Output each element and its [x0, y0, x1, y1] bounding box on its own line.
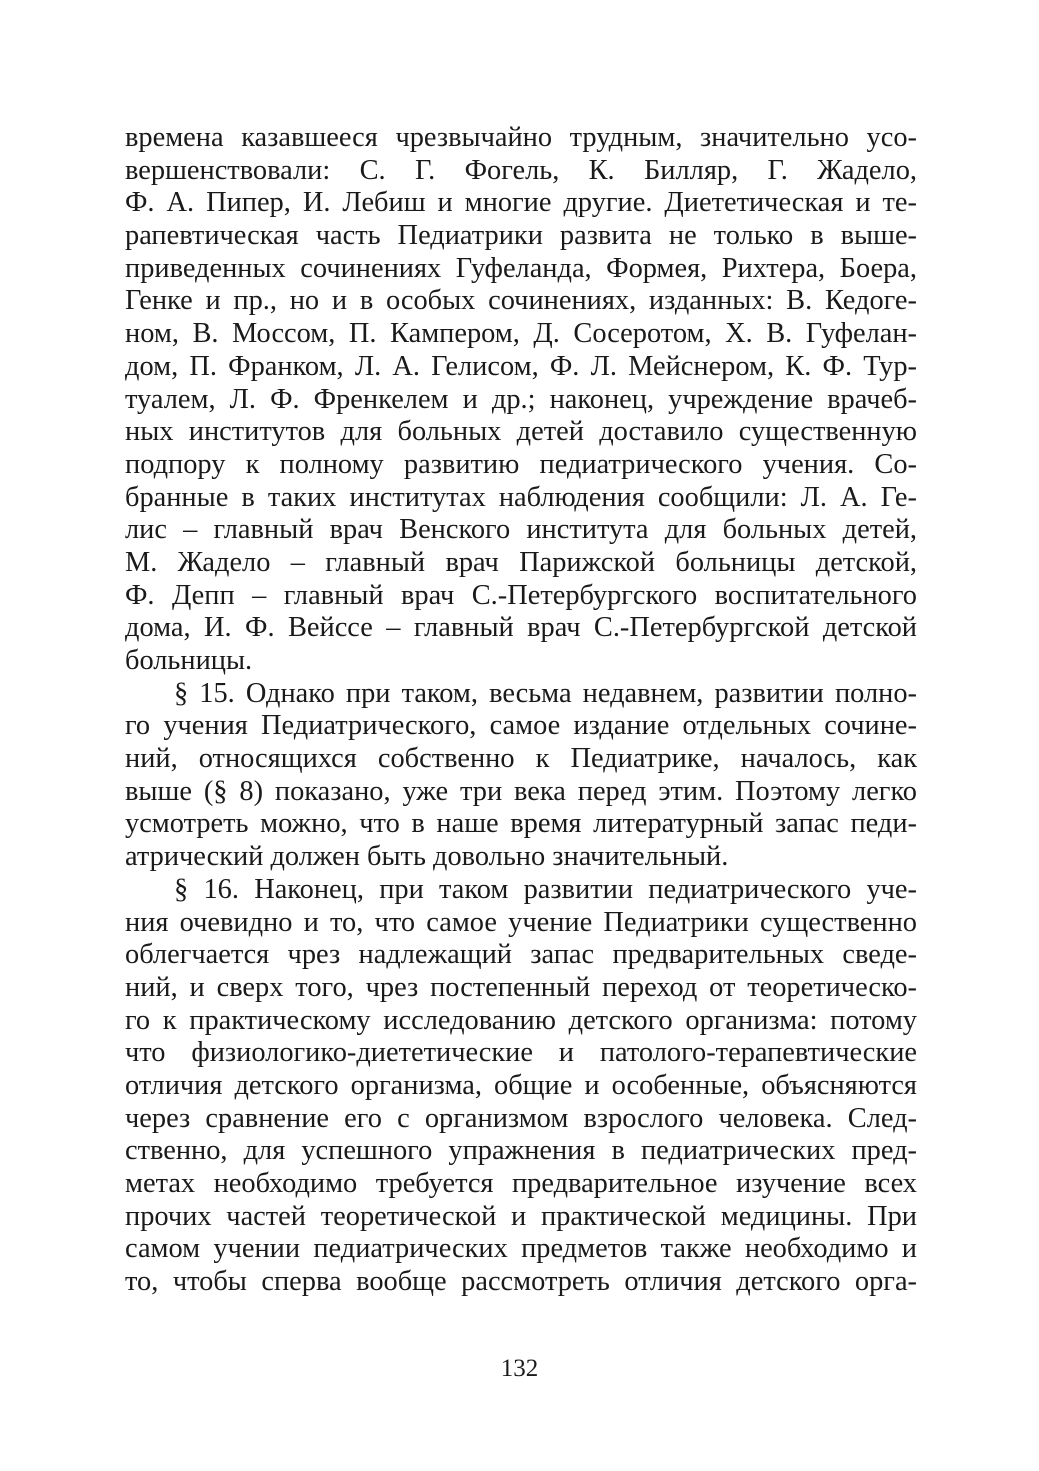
text-line: то, чтобы сперва вообще рассмотреть отличия детского орга- [125, 1266, 917, 1298]
text-line: бранные в таких институтах наблюдения сообщили: Л. А. Ге- [125, 481, 917, 513]
text-line: метах необходимо требуется предварительное изучение всех [125, 1168, 917, 1199]
text-line: го учения Педиатрического, самое издание отдельных сочине- [125, 710, 917, 742]
paragraph-15-start: § 15. Однако при таком, весьма недавнем, развитии полно- [174, 677, 917, 709]
paragraph-16-start: § 16. Наконец, при таком развитии педиатрического уче- [174, 873, 917, 905]
text-line: самом учении педиатрических предметов также необходимо и [125, 1233, 917, 1265]
text-line: Ф. А. Пипер, И. Лебиш и многие другие. Диететическая и те- [125, 187, 917, 219]
page-number: 132 [500, 1355, 539, 1382]
text-line: подпору к полному развитию педиатрического учения. Со- [125, 448, 917, 480]
text-line: ний, и сверх того, чрез постепенный переход от теоретическо- [125, 971, 917, 1003]
text-line: времена казавшееся чрезвычайно трудным, значительно усо- [125, 122, 917, 153]
text-line: что физиологико-диететические и патолого-терапевтические [125, 1037, 917, 1069]
text-line: ственно, для успешного упражнения в педиатрических пред- [125, 1135, 917, 1167]
text-line: прочих частей теоретической и практической медицины. При [125, 1200, 917, 1232]
text-line: лис – главный врач Венского института для больных детей, [125, 514, 917, 546]
text-line: ний, относящихся собственно к Педиатрике, началось, как [125, 743, 917, 775]
text-line: вершенствовали: С. Г. Фогель, К. Билляр, Г. Жадело, [125, 154, 917, 186]
text-line: дом, П. Франком, Л. А. Гелисом, Ф. Л. Мейснером, К. Ф. Тур- [125, 350, 917, 382]
text-line: рапевтическая часть Педиатрики развита не только в выше- [125, 220, 917, 252]
text-line: М. Жадело – главный врач Парижской больницы детской, [125, 546, 917, 578]
text-line: ния очевидно и то, что самое учение Педиатрики существенно [125, 906, 917, 938]
text-line: Генке и пр., но и в особых сочинениях, изданных: В. Кедоге- [125, 285, 917, 317]
text-line: ном, В. Моссом, П. Кампером, Д. Сосеротом, Х. В. Гуфелан- [125, 318, 917, 350]
text-line: Ф. Депп – главный врач С.-Петербургского воспитательного [125, 579, 917, 611]
text-line: отличия детского организма, общие и особенные, объясняются [125, 1069, 917, 1101]
text-line: атрический должен быть довольно значительный. [125, 841, 729, 873]
text-line: го к практическому исследованию детского организма: потому [125, 1004, 917, 1036]
text-line: выше (§ 8) показано, уже три века перед этим. Поэтому легко [125, 775, 917, 807]
text-line: облегчается чрез надлежащий запас предварительных сведе- [125, 939, 917, 971]
page-body [125, 122, 917, 1299]
text-line: больницы. [125, 645, 253, 676]
text-line: через сравнение его с организмом взрослого человека. След- [125, 1102, 917, 1134]
text-line: ных институтов для больных детей доставило существенную [125, 416, 917, 448]
text-line: приведенных сочинениях Гуфеланда, Формея, Рихтера, Боера, [125, 252, 917, 284]
text-line: туалем, Л. Ф. Френкелем и др.; наконец, учреждение врачеб- [125, 383, 917, 415]
text-line: усмотреть можно, что в наше время литературный запас педи- [125, 808, 917, 840]
text-line: дома, И. Ф. Вейссе – главный врач С.-Петербургской детской [125, 612, 917, 644]
